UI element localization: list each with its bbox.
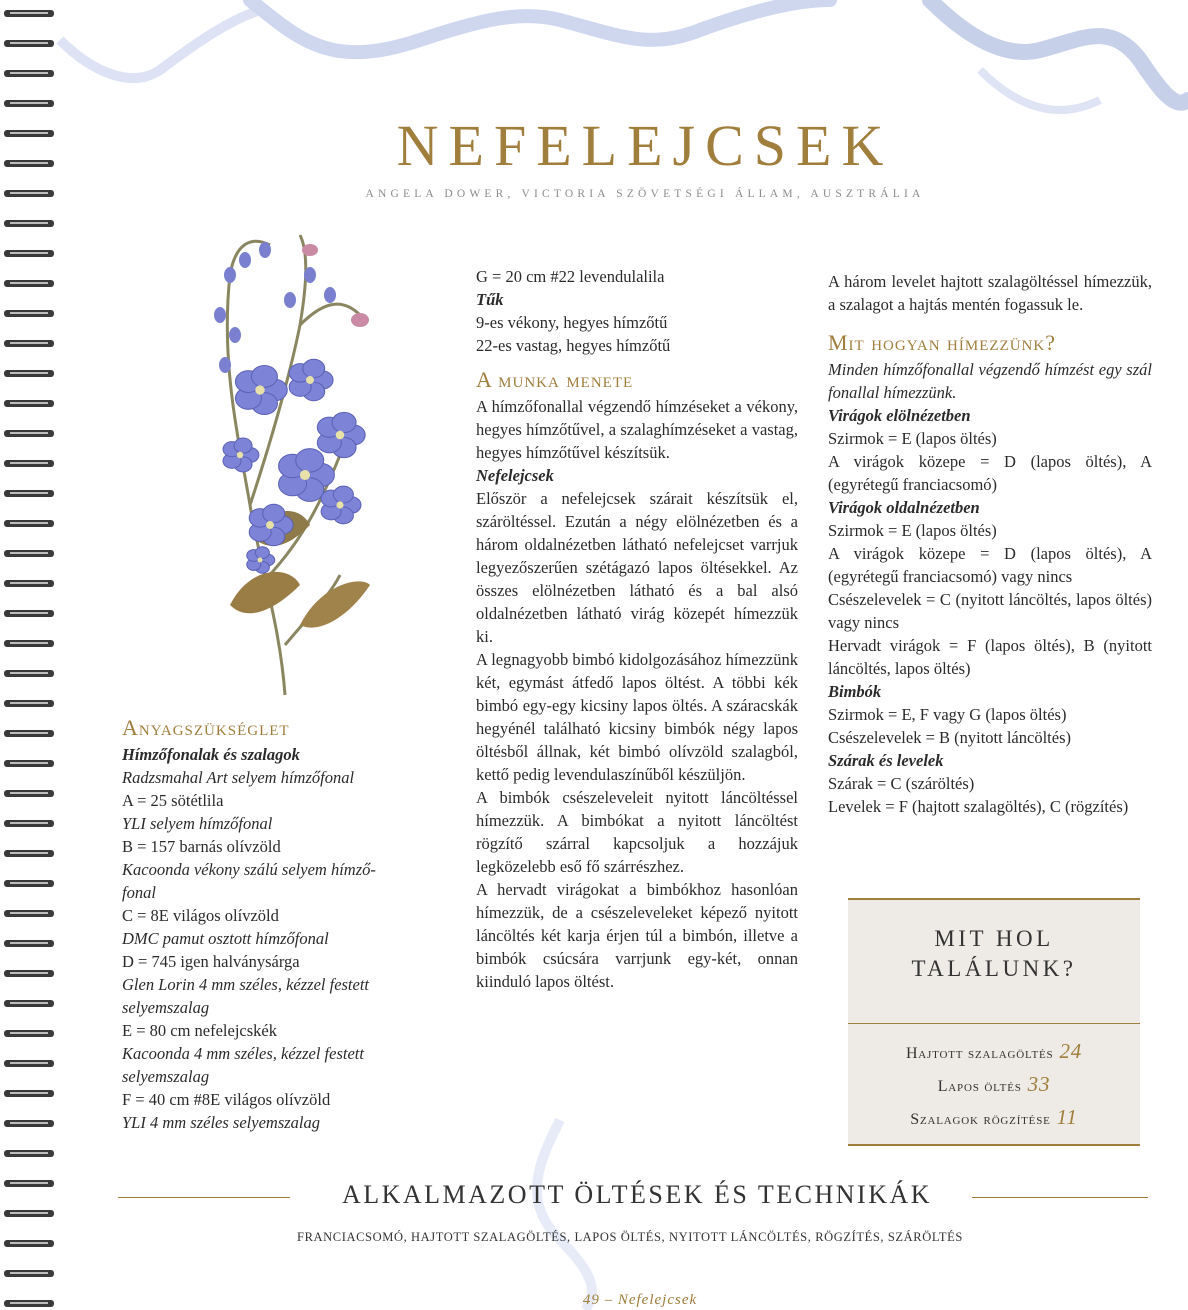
stitch-line: Csészelevelek = B (nyitott láncöltés)	[828, 728, 1071, 747]
spiral-ring-highlight	[10, 792, 48, 794]
spiral-ring-highlight	[10, 702, 48, 704]
ribbon-g-line: G = 20 cm #22 levendulalila	[476, 267, 665, 286]
flower	[247, 547, 275, 573]
spiral-ring-highlight	[10, 1242, 48, 1244]
leaves-intro: A három levelet hajtott szalagöltéssel hímezzük, a szalagot a hajtás mentén fogassuk le.	[828, 272, 1152, 314]
spiral-ring-highlight	[10, 1092, 48, 1094]
box-title	[848, 924, 1140, 984]
materials-subheading: Hímzőfonalak és szalagok	[122, 745, 300, 764]
stitch-line: Levelek = F (hajtott szalagöltés), C (rögzítés)	[828, 797, 1129, 816]
techniques-list: FRANCIACSOMÓ, HAJTOTT SZALAGÖLTÉS, LAPOS ÖLTÉS, NYITOTT LÁNCÖLTÉS, RÖGZÍTÉS, SZÁRÖLTÉS	[297, 1230, 963, 1244]
method-intro: A hímzőfonallal végzendő hímzéseket a vékony, hegyes hímzőtűvel, a szalaghímzéseket a vastag, hegyes hímzőtűvel készítsük.	[476, 397, 798, 462]
box-reference-label: Hajtott szalagöltés	[905, 1045, 1054, 1062]
method-paragraph-3: A bimbók csészeleveleit nyitott láncöltéssel hímezzük. A bimbókat a nyitott láncöltést rögzítő szárral kapcsoljuk a hozzájuk legközelebb eső fő szárrészhez.	[476, 788, 798, 876]
spiral-ring-highlight	[10, 402, 48, 404]
flower	[317, 412, 365, 457]
spiral-ring-highlight	[10, 552, 48, 554]
box-reference-item	[848, 1102, 1140, 1135]
materials-line: fonal	[122, 883, 156, 902]
techniques-title: ALKALMAZOTT ÖLTÉSEK ÉS TECHNIKÁK	[341, 1180, 933, 1209]
spiral-ring-highlight	[10, 912, 48, 914]
spiral-ring-highlight	[10, 642, 48, 644]
spiral-ring-highlight	[10, 522, 48, 524]
stitch-line: Szirmok = E (lapos öltés)	[828, 521, 997, 540]
materials-line: B = 157 barnás olívzöld	[122, 837, 281, 856]
spiral-ring-highlight	[10, 762, 48, 764]
box-title-line-1: MIT HOL	[934, 926, 1054, 951]
spiral-ring-highlight	[10, 462, 48, 464]
forget-me-not-embroidery-image	[190, 205, 400, 705]
thread-note: Minden hímzőfonallal végzendő hímzést egy szál fonallal hímezzünk.	[828, 360, 1152, 402]
page-footer: 49 – Nefelejcsek	[582, 1292, 698, 1308]
spiral-ring-highlight	[10, 972, 48, 974]
method-paragraph-4: A hervadt virágokat a bimbókhoz hasonlóan hímezzük, de a csészeleveleket képező nyitott láncöltés két karja érjen túl a bimbón, illetve a bimbók csúcsára varrjunk egy-két, onnan kiinduló lapos öltést.	[476, 880, 798, 991]
page-number: 49	[582, 1292, 600, 1308]
flower-bud	[219, 357, 231, 373]
spiral-ring-highlight	[10, 102, 48, 104]
spiral-ring-highlight	[10, 852, 48, 854]
method-paragraph-1: Először a nefelejcsek szárait készítsük el, száröltéssel. Ezután a négy elölnézetben és a három oldalnézetben látható nefelejcset varrjuk legyezőszerűen szétágazó lapos öltésekkel. Az összes elölnézetben látható és a bal alsó oldalnézetben látható virág közepét hímezzük ki.	[476, 489, 798, 646]
stitch-line: Hervadt virágok = F (lapos öltés), B (nyitott láncöltés, lapos öltés)	[828, 636, 1152, 678]
materials-line: Kacoonda vékony szálú selyem hímző-	[122, 860, 376, 879]
flower-bud	[259, 242, 271, 258]
footer-section: Nefelejcsek	[617, 1292, 698, 1308]
materials-line: YLI selyem hímzőfonal	[122, 814, 273, 833]
box-reference-page: 33	[1027, 1072, 1051, 1096]
stitch-line: A virágok közepe = D (lapos öltés), A (egyrétegű franciacsomó) vagy nincs	[828, 544, 1152, 586]
spiral-ring-highlight	[10, 1122, 48, 1124]
spiral-ring-highlight	[10, 732, 48, 734]
flower-bud	[284, 292, 296, 308]
stitch-line: Szirmok = E, F vagy G (lapos öltés)	[828, 705, 1067, 724]
flower-bud	[304, 267, 316, 283]
what-how-heading: Mit hogyan hímezzünk?	[828, 330, 1056, 355]
needles-label: Tűk	[476, 290, 504, 309]
spiral-ring-highlight	[10, 1032, 48, 1034]
spiral-binding	[0, 0, 60, 1310]
page-subtitle: ANGELA DOWER, VICTORIA SZÖVETSÉGI ÁLLAM, AUSZTRÁLIA	[365, 188, 925, 200]
box-reference-page: 11	[1056, 1105, 1078, 1129]
method-paragraph-2: A legnagyobb bimbó kidolgozásához hímezzünk két, egymást átfedő lapos öltést. A többi kék bimbó egy-egy kicsiny lapos öltés. A száracskák hegyénél található kicsiny bimbók négy lapos öltésből állnak, két bimbó olívzöld szalagból, kettő pedig levendulaszínűből készüljön.	[476, 650, 798, 784]
spiral-ring-highlight	[10, 582, 48, 584]
materials-line: Glen Lorin 4 mm széles, kézzel festett	[122, 975, 370, 994]
needle-1: 9-es vékony, hegyes hímzőtű	[476, 313, 668, 332]
materials-line: selyemszalag	[122, 998, 210, 1017]
flower-bud	[224, 267, 236, 283]
spiral-ring-highlight	[10, 132, 48, 134]
spiral-ring-highlight	[10, 1062, 48, 1064]
box-reference-list	[848, 1036, 1140, 1135]
box-divider	[848, 1023, 1140, 1024]
materials-line: D = 745 igen halványsárga	[122, 952, 300, 971]
page-title: NEFELEJCSEK	[396, 113, 894, 178]
box-reference-label: Lapos öltés	[937, 1078, 1022, 1095]
flower-bud	[229, 327, 241, 343]
materials-column	[122, 713, 447, 1134]
spiral-ring-highlight	[10, 282, 48, 284]
instructions-column	[476, 265, 798, 993]
flower-bud	[324, 287, 336, 303]
materials-line: F = 40 cm #8E világos olívzöld	[122, 1090, 331, 1109]
needle-2: 22-es vastag, hegyes hímzőtű	[476, 336, 671, 355]
stitch-line: Szárak = C (száröltés)	[828, 774, 975, 793]
spiral-ring-highlight	[10, 1302, 48, 1304]
spiral-ring-highlight	[10, 342, 48, 344]
flower	[321, 486, 361, 524]
flower-bud	[239, 252, 251, 268]
spiral-ring-highlight	[10, 1002, 48, 1004]
box-reference-page: 24	[1059, 1039, 1083, 1063]
techniques-rule-left	[118, 1197, 290, 1198]
spiral-ring-highlight	[10, 672, 48, 674]
box-reference-item	[848, 1069, 1140, 1102]
stitch-group-title: Szárak és levelek	[828, 751, 944, 770]
method-subheading: Nefelejcsek	[476, 466, 554, 485]
box-title-line-2: TALÁLUNK?	[911, 956, 1077, 981]
spiral-ring-highlight	[10, 372, 48, 374]
materials-line: Kacoonda 4 mm széles, kézzel festett	[122, 1044, 364, 1063]
spiral-ring-highlight	[10, 1212, 48, 1214]
spiral-ring-highlight	[10, 192, 48, 194]
spiral-ring-highlight	[10, 1272, 48, 1274]
spiral-ring-highlight	[10, 942, 48, 944]
spiral-ring-highlight	[10, 252, 48, 254]
materials-line: C = 8E világos olívzöld	[122, 906, 279, 925]
materials-line: Radzsmahal Art selyem hímzőfonal	[122, 768, 355, 787]
spiral-ring-highlight	[10, 1182, 48, 1184]
flower-bud	[214, 307, 226, 323]
method-heading: A munka menete	[476, 367, 634, 392]
spiral-ring-highlight	[10, 432, 48, 434]
spiral-ring-highlight	[10, 222, 48, 224]
where-to-find-box	[848, 898, 1140, 1146]
stitch-group-title: Virágok oldalnézetben	[828, 498, 980, 517]
materials-line: A = 25 sötétlila	[122, 791, 224, 810]
stitch-group-title: Virágok elölnézetben	[828, 406, 971, 425]
stitch-line: A virágok közepe = D (lapos öltés), A (egyrétegű franciacsomó)	[828, 452, 1152, 494]
materials-line: selyemszalag	[122, 1067, 210, 1086]
spiral-ring-highlight	[10, 1152, 48, 1154]
spiral-ring-highlight	[10, 162, 48, 164]
spiral-ring-highlight	[10, 822, 48, 824]
flower	[223, 438, 259, 472]
spiral-ring-highlight	[10, 882, 48, 884]
spiral-ring-highlight	[10, 42, 48, 44]
techniques-rule-right	[972, 1197, 1148, 1198]
spiral-ring-highlight	[10, 492, 48, 494]
materials-line: YLI 4 mm széles selyemszalag	[122, 1113, 320, 1132]
spiral-ring-highlight	[10, 12, 48, 14]
box-reference-label: Szalagok rögzítése	[910, 1111, 1051, 1128]
materials-line: E = 80 cm nefelejcskék	[122, 1021, 277, 1040]
materials-heading: Anyagszükséglet	[122, 715, 290, 740]
spiral-ring-highlight	[10, 612, 48, 614]
stitch-guide-list	[828, 404, 1152, 818]
stitch-line: Csészelevelek = C (nyitott láncöltés, lapos öltés) vagy nincs	[828, 590, 1152, 632]
box-reference-item	[848, 1036, 1140, 1069]
spiral-ring-highlight	[10, 72, 48, 74]
materials-line: DMC pamut osztott hímzőfonal	[122, 929, 329, 948]
flower	[289, 359, 333, 400]
stitch-group-title: Bimbók	[828, 682, 882, 701]
stitch-line: Szirmok = E (lapos öltés)	[828, 429, 997, 448]
stitch-guide-column	[828, 270, 1152, 818]
spiral-ring-highlight	[10, 312, 48, 314]
materials-list	[122, 766, 447, 1134]
